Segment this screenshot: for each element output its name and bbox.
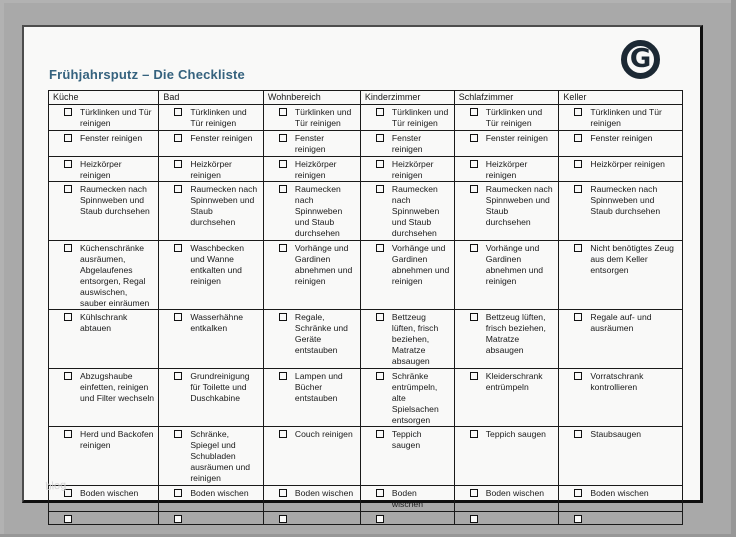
task-label: Heizkörper reinigen (294, 158, 337, 180)
checkbox-icon[interactable] (470, 108, 478, 116)
task-label: Teppich saugen (485, 429, 546, 440)
checklist-cell (159, 156, 264, 182)
checklist-cell (454, 310, 559, 369)
checklist-cell (159, 182, 264, 241)
checklist-cell (360, 240, 454, 309)
checkbox-icon[interactable] (64, 372, 72, 380)
checkbox-icon[interactable] (174, 430, 182, 438)
task-label: Raumecken nach Spinnweben und Staub durchsehen (590, 184, 661, 217)
checklist-cell (360, 368, 454, 427)
checkbox-icon[interactable] (174, 108, 182, 116)
task-label: Wasserhähne entkalken (190, 312, 244, 334)
checklist-cell (454, 130, 559, 156)
header-row (49, 91, 683, 105)
checklist-cell (263, 427, 360, 486)
task-label: Staubsaugen (590, 429, 642, 440)
column-header-3: Wohnbereich (263, 91, 360, 105)
checkbox-icon[interactable] (574, 160, 582, 168)
task-label: Türklinken und Tür reinigen (190, 107, 247, 128)
task-label: Teppich saugen (391, 429, 422, 451)
checkbox-icon[interactable] (376, 489, 384, 497)
checklist-cell (49, 130, 159, 156)
checkbox-icon[interactable] (470, 372, 478, 380)
checklist-cell (263, 368, 360, 427)
checklist-cell (263, 310, 360, 369)
page-title: Frühjahrsputz – Die Checkliste (49, 67, 245, 82)
checklist-cell (360, 310, 454, 369)
task-label: Vorhänge und Gardinen abnehmen und reinigen (294, 242, 353, 286)
table-row (49, 182, 683, 241)
checkbox-icon[interactable] (376, 185, 384, 193)
checklist-cell (49, 156, 159, 182)
table-row (49, 486, 683, 512)
document-page (22, 25, 703, 509)
task-label: Heizkörper reinigen (391, 158, 434, 180)
checkbox-icon[interactable] (376, 515, 384, 523)
checkbox-icon[interactable] (279, 489, 287, 497)
checkbox-icon[interactable] (64, 108, 72, 116)
task-label: Bettzeug lüften, frisch beziehen, Matratze absaugen (391, 312, 439, 367)
checkbox-icon[interactable] (64, 515, 72, 523)
checkbox-icon[interactable] (64, 160, 72, 168)
task-label: Schränke entrümpeln, alte Spielsachen entsorgen (391, 370, 439, 425)
task-label: Couch reinigen (294, 429, 353, 440)
checkbox-icon[interactable] (376, 108, 384, 116)
checkbox-icon[interactable] (174, 313, 182, 321)
checklist-cell (559, 240, 683, 309)
checklist-cell (49, 427, 159, 486)
task-label: Raumecken nach Spinnweben und Staub durchsehen (190, 184, 258, 228)
checkbox-icon[interactable] (279, 515, 287, 523)
checkbox-icon[interactable] (470, 313, 478, 321)
task-label: Abzugshaube einfetten, reinigen und Filter wechseln (80, 370, 155, 403)
column-header-6: Keller (559, 91, 683, 105)
task-label: Türklinken und Tür reinigen (590, 107, 662, 128)
checklist-cell (454, 427, 559, 486)
task-label: Nicht benötigtes Zeug aus dem Keller entsorgen (590, 242, 674, 275)
checklist-cell (360, 427, 454, 486)
checklist-cell (454, 240, 559, 309)
checklist-cell (559, 427, 683, 486)
checklist-cell (49, 240, 159, 309)
logo-g-icon (621, 40, 660, 79)
task-label: Boden wischen (485, 488, 545, 498)
task-label: Fenster reinigen (590, 132, 653, 143)
checklist-cell (559, 486, 683, 512)
checklist-cell (559, 182, 683, 241)
checklist-cell (159, 130, 264, 156)
checkbox-icon[interactable] (174, 515, 182, 523)
task-label: Waschbecken und Wanne entkalten und reinigen (190, 242, 244, 286)
checkbox-icon[interactable] (470, 244, 478, 252)
checkbox-icon[interactable] (279, 108, 287, 116)
checklist-cell (49, 105, 159, 131)
checkbox-icon[interactable] (574, 134, 582, 142)
checkbox-icon[interactable] (64, 134, 72, 142)
table-row (49, 511, 683, 524)
table-row (49, 240, 683, 309)
task-label: Regale auf- und ausräumen (590, 312, 652, 334)
table-row (49, 368, 683, 427)
checklist-cell (559, 368, 683, 427)
checkbox-icon[interactable] (174, 244, 182, 252)
task-label: Herd und Backofen reinigen (80, 429, 154, 451)
checklist-cell (559, 310, 683, 369)
checkbox-icon[interactable] (376, 160, 384, 168)
task-label: Türklinken und Tür reinigen (485, 107, 543, 128)
checkbox-icon[interactable] (174, 489, 182, 497)
task-label: Raumecken nach Spinnweben und Staub durchsehen (294, 184, 343, 239)
checklist-cell (159, 240, 264, 309)
checkbox-icon[interactable] (376, 372, 384, 380)
checklist-cell (159, 511, 264, 524)
checkbox-icon[interactable] (279, 372, 287, 380)
table-header (49, 91, 683, 105)
task-label: Lampen und Bücher entstauben (294, 370, 343, 403)
checkbox-icon[interactable] (279, 160, 287, 168)
task-label: Vorhänge und Gardinen abnehmen und reinigen (485, 242, 544, 286)
checkbox-icon[interactable] (64, 185, 72, 193)
task-label: Vorratschrank kontrollieren (590, 370, 644, 392)
task-label: Fenster reinigen (391, 132, 423, 154)
task-label: Heizkörper reinigen (80, 158, 122, 180)
checklist-cell (360, 105, 454, 131)
task-label: Kühlschrank abtauen (80, 312, 128, 334)
checklist-cell (159, 486, 264, 512)
checkbox-icon[interactable] (470, 160, 478, 168)
checkbox-icon[interactable] (574, 244, 582, 252)
checklist-cell (454, 511, 559, 524)
task-label: Kleiderschrank entrümpeln (485, 370, 543, 392)
checklist-cell (360, 156, 454, 182)
table-row (49, 130, 683, 156)
checkbox-icon[interactable] (64, 430, 72, 438)
checklist-cell (263, 105, 360, 131)
checklist-cell (263, 156, 360, 182)
task-label: Regale, Schränke und Geräte entstauben (294, 312, 348, 356)
checklist-cell (360, 486, 454, 512)
checkbox-icon[interactable] (174, 372, 182, 380)
checkbox-icon[interactable] (279, 134, 287, 142)
checklist-cell (159, 105, 264, 131)
checklist-cell (49, 368, 159, 427)
checklist-cell (263, 486, 360, 512)
checkbox-icon[interactable] (279, 185, 287, 193)
task-label: Fenster reinigen (80, 132, 143, 143)
checklist-cell (159, 427, 264, 486)
table-row (49, 105, 683, 131)
checkbox-icon[interactable] (470, 430, 478, 438)
task-label: Schränke, Spiegel und Schubladen ausräumen und reinigen (190, 429, 251, 484)
checkbox-icon[interactable] (470, 134, 478, 142)
checkbox-icon[interactable] (470, 489, 478, 497)
task-label: Türklinken und Tür reinigen (391, 107, 449, 128)
checkbox-icon[interactable] (574, 515, 582, 523)
checklist-cell (454, 156, 559, 182)
checkbox-icon[interactable] (574, 108, 582, 116)
checklist-cell (159, 368, 264, 427)
checkbox-icon[interactable] (174, 185, 182, 193)
checklist-cell (559, 156, 683, 182)
checklist-cell (454, 182, 559, 241)
checklist-table (48, 90, 683, 525)
checkbox-icon[interactable] (376, 430, 384, 438)
task-label: Raumecken nach Spinnweben und Staub durchsehen (485, 184, 553, 228)
checklist-cell (159, 310, 264, 369)
checkbox-icon[interactable] (64, 244, 72, 252)
checkbox-icon[interactable] (279, 430, 287, 438)
checklist-cell (263, 240, 360, 309)
checklist-cell (263, 182, 360, 241)
checkbox-icon[interactable] (174, 160, 182, 168)
checklist-cell (454, 486, 559, 512)
task-label: Türklinken und Tür reinigen (294, 107, 352, 128)
checklist-cell (263, 130, 360, 156)
checkbox-icon[interactable] (376, 313, 384, 321)
task-label: Boden wischen (190, 488, 249, 498)
checklist-cell (559, 105, 683, 131)
logo-letter: G (629, 43, 652, 74)
checklist-cell (49, 182, 159, 241)
task-label: Bettzeug lüften, frisch beziehen, Matratze absaugen (485, 312, 546, 356)
task-label: Fenster reinigen (294, 132, 326, 154)
table-row (49, 156, 683, 182)
column-header-5: Schlafzimmer (454, 91, 559, 105)
task-label: Fenster reinigen (485, 132, 548, 143)
checkbox-icon[interactable] (174, 134, 182, 142)
checkbox-icon[interactable] (574, 489, 582, 497)
checklist-cell (360, 511, 454, 524)
checklist-cell (559, 130, 683, 156)
checklist-cell (360, 130, 454, 156)
checkbox-icon[interactable] (470, 185, 478, 193)
checkbox-icon[interactable] (574, 372, 582, 380)
checkbox-icon[interactable] (376, 244, 384, 252)
checkbox-icon[interactable] (64, 313, 72, 321)
task-label: Boden wischen (294, 488, 354, 498)
checklist-cell (49, 511, 159, 524)
task-label: Vorhänge und Gardinen abnehmen und reinigen (391, 242, 450, 286)
checkbox-icon[interactable] (574, 313, 582, 321)
task-label: Boden wischen (590, 488, 649, 498)
checklist-cell (360, 182, 454, 241)
table-row (49, 310, 683, 369)
checklist-cell (49, 310, 159, 369)
checkbox-icon[interactable] (470, 515, 478, 523)
checkbox-icon[interactable] (279, 313, 287, 321)
checkbox-icon[interactable] (574, 185, 582, 193)
task-label: Küchenschränke ausräumen, Abgelaufenes entsorgen, Regal auswischen, sauber einräumen (80, 242, 150, 308)
task-label: Grundreinigung für Toilette und Duschkabine (190, 370, 250, 403)
task-label: Türklinken und Tür reinigen (80, 107, 152, 128)
task-label: Raumecken nach Spinnweben und Staub durchsehen (391, 184, 440, 239)
checklist-cell (454, 105, 559, 131)
checklist-cell (263, 511, 360, 524)
task-label: Boden wischen (80, 488, 139, 498)
column-header-4: Kinderzimmer (360, 91, 454, 105)
task-label: Heizkörper reinigen (590, 158, 665, 169)
table-row (49, 427, 683, 486)
task-label: Heizkörper reinigen (190, 158, 232, 180)
checklist-cell (454, 368, 559, 427)
task-label: Boden wischen (391, 488, 423, 509)
column-header-1: Küche (49, 91, 159, 105)
task-label: Raumecken nach Spinnweben und Staub durchsehen (80, 184, 150, 217)
task-label: Heizkörper reinigen (485, 158, 528, 180)
checkbox-icon[interactable] (376, 134, 384, 142)
task-label: Fenster reinigen (190, 132, 253, 143)
watermark: blog (44, 479, 67, 493)
checklist-cell (559, 511, 683, 524)
checkbox-icon[interactable] (279, 244, 287, 252)
column-header-2: Bad (159, 91, 264, 105)
checkbox-icon[interactable] (574, 430, 582, 438)
